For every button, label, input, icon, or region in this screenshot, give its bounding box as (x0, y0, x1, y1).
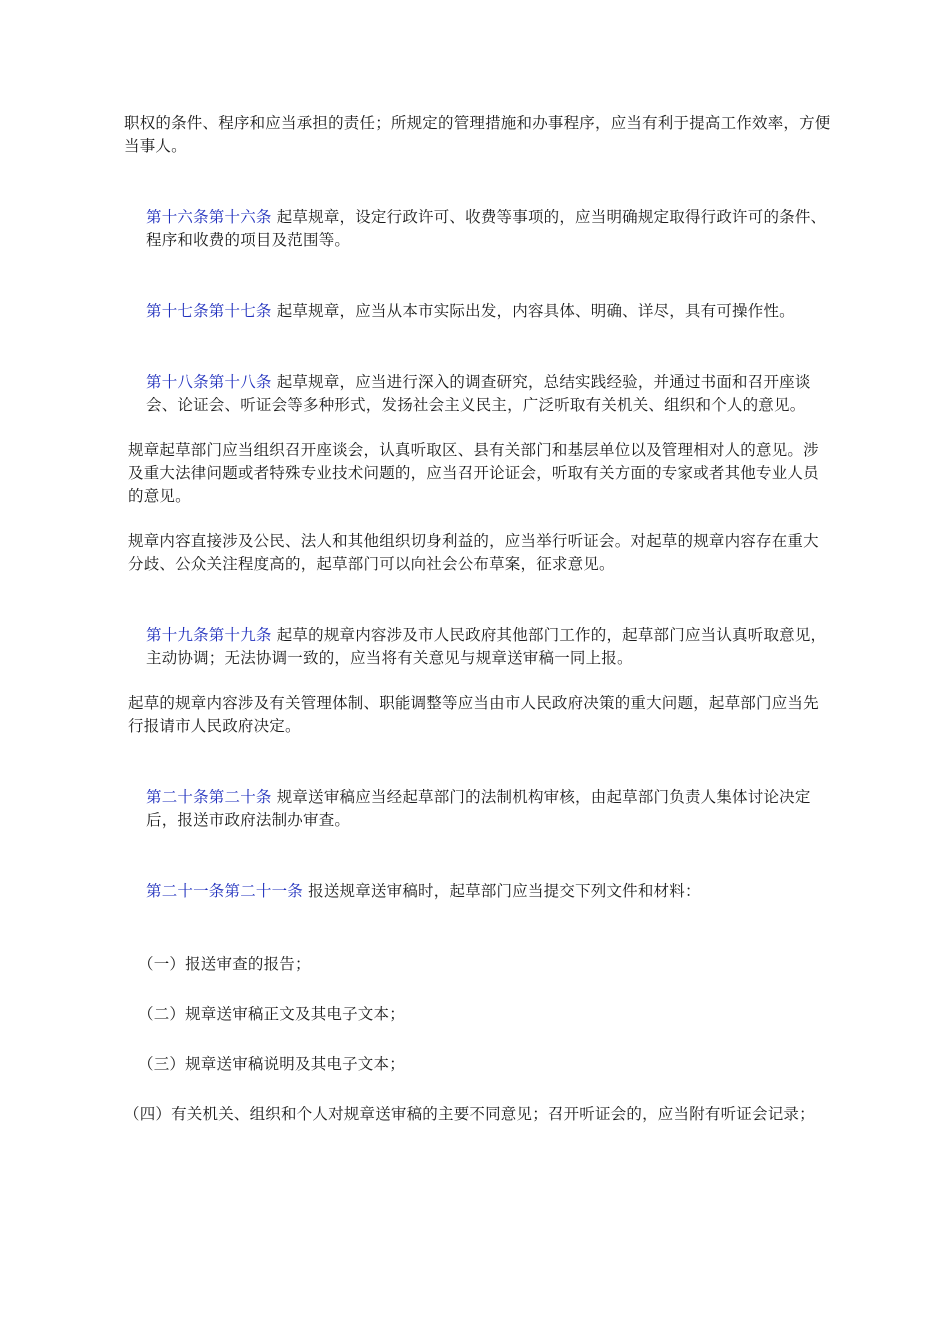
article-number: 第十七条第十七条 (146, 302, 272, 320)
article-number: 第十九条第十九条 (146, 626, 272, 644)
list-item-2 (124, 1003, 834, 1026)
article-text: 起草的规章内容涉及市人民政府其他部门工作的，起草部门应当认真听取意见，主动协调；无法协调一致的，应当将有关意见与规章送审稿一同上报。 (146, 626, 827, 667)
article-19 (124, 624, 834, 670)
article-text: 起草规章，设定行政许可、收费等事项的，应当明确规定取得行政许可的条件、程序和收费的项目及范围等。 (146, 208, 827, 249)
article-17 (124, 300, 834, 323)
list-item-text: （二）规章送审稿正文及其电子文本； (138, 1005, 405, 1023)
paragraph-continuation (124, 112, 834, 158)
list-item-4 (124, 1103, 834, 1126)
paragraph-text: 规章起草部门应当组织召开座谈会，认真听取区、县有关部门和基层单位以及管理相对人的意见。涉及重大法律问题或者特殊专业技术问题的，应当召开论证会，听取有关方面的专家或者其他专业人员的意见。 (128, 441, 819, 505)
article-number: 第二十条第二十条 (146, 788, 272, 806)
paragraph-text: 职权的条件、程序和应当承担的责任；所规定的管理措施和办事程序，应当有利于提高工作效率，方便当事人。 (124, 114, 831, 155)
article-text: 报送规章送审稿时，起草部门应当提交下列文件和材料： (303, 882, 701, 900)
document-page (124, 112, 834, 1126)
list-item-text: （一）报送审查的报告； (138, 955, 311, 973)
article-number: 第十八条第十八条 (146, 373, 272, 391)
article-18-paragraph-2 (124, 439, 834, 508)
article-text: 起草规章，应当从本市实际出发，内容具体、明确、详尽，具有可操作性。 (271, 302, 795, 320)
list-item-1 (124, 953, 834, 976)
article-number: 第二十一条第二十一条 (146, 882, 304, 900)
article-20 (124, 786, 834, 832)
article-19-paragraph-2 (124, 692, 834, 738)
article-18 (124, 371, 834, 417)
article-18-paragraph-3 (124, 530, 834, 576)
article-21 (124, 880, 834, 903)
list-item-text: （四）有关机关、组织和个人对规章送审稿的主要不同意见；召开听证会的，应当附有听证会记录； (124, 1105, 815, 1123)
article-16 (124, 206, 834, 252)
article-number: 第十六条第十六条 (146, 208, 272, 226)
list-item-3 (124, 1053, 834, 1076)
paragraph-text: 起草的规章内容涉及有关管理体制、职能调整等应当由市人民政府决策的重大问题，起草部门应当先行报请市人民政府决定。 (128, 694, 819, 735)
list-item-text: （三）规章送审稿说明及其电子文本； (138, 1055, 405, 1073)
paragraph-text: 规章内容直接涉及公民、法人和其他组织切身利益的，应当举行听证会。对起草的规章内容存在重大分歧、公众关注程度高的，起草部门可以向社会公布草案，征求意见。 (128, 532, 819, 573)
article-text: 规章送审稿应当经起草部门的法制机构审核，由起草部门负责人集体讨论决定后，报送市政府法制办审查。 (146, 788, 811, 829)
article-text: 起草规章，应当进行深入的调查研究，总结实践经验，并通过书面和召开座谈会、论证会、听证会等多种形式，发扬社会主义民主，广泛听取有关机关、组织和个人的意见。 (146, 373, 811, 414)
